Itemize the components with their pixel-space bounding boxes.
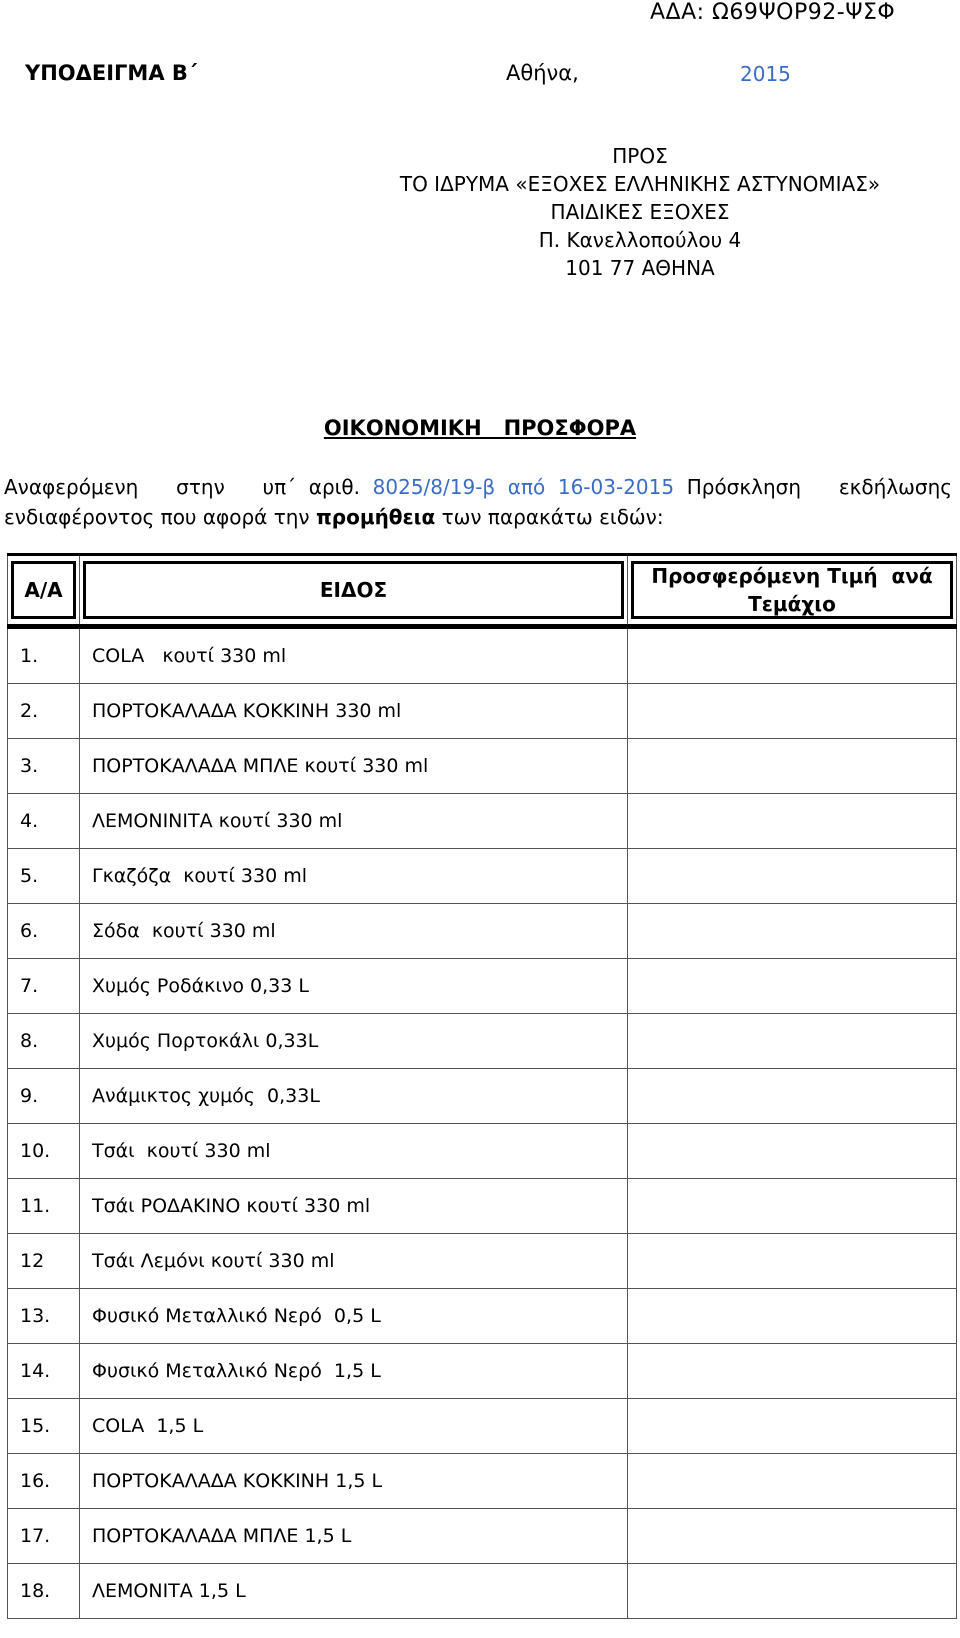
reference-line2-bold: προμήθεια [315, 505, 436, 529]
table-row [8, 1509, 957, 1564]
row-number: 16. [8, 1454, 80, 1509]
row-price-cell[interactable] [628, 1179, 957, 1234]
row-price-cell[interactable] [628, 849, 957, 904]
table-row [8, 1234, 957, 1289]
year-field: 2015 [740, 62, 791, 86]
row-number: 5. [8, 849, 80, 904]
row-item-name: Τσάι κουτί 330 ml [80, 1124, 628, 1179]
row-number: 10. [8, 1124, 80, 1179]
row-number: 7. [8, 959, 80, 1014]
recipient-block [380, 142, 900, 282]
row-number: 15. [8, 1399, 80, 1454]
table-row [8, 1399, 957, 1454]
row-number: 4. [8, 794, 80, 849]
row-item-name: Χυμός Ροδάκινο 0,33 L [80, 959, 628, 1014]
header-price-line2: Τεμάχιο [748, 592, 836, 616]
row-price-cell[interactable] [628, 904, 957, 959]
row-item-name: COLA κουτί 330 ml [80, 627, 628, 684]
row-item-name: Ανάμικτος χυμός 0,33L [80, 1069, 628, 1124]
reference-line-1 [4, 475, 952, 499]
row-item-name: ΠΟΡΤΟΚΑΛΑΔΑ ΚΟΚΚΙΝΗ 1,5 L [80, 1454, 628, 1509]
row-price-cell[interactable] [628, 739, 957, 794]
table-row [8, 794, 957, 849]
table-row [8, 1564, 957, 1619]
recipient-line: ΤΟ ΙΔΡΥΜΑ «ΕΞΟΧΕΣ ΕΛΛΗΝΙΚΗΣ ΑΣΤΥΝΟΜΙΑΣ» [399, 172, 881, 196]
header-price [628, 555, 957, 627]
reference-suffix: Πρόσκληση εκδήλωσης [686, 475, 953, 499]
row-price-cell[interactable] [628, 1234, 957, 1289]
row-price-cell[interactable] [628, 1069, 957, 1124]
row-item-name: ΠΟΡΤΟΚΑΛΑΔΑ ΜΠΛΕ 1,5 L [80, 1509, 628, 1564]
row-item-name: Τσάι Λεμόνι κουτί 330 ml [80, 1234, 628, 1289]
row-price-cell[interactable] [628, 959, 957, 1014]
ada-code: ΑΔΑ: Ω69ΨΟΡ92-ΨΣΦ [650, 0, 896, 25]
row-price-cell[interactable] [628, 1124, 957, 1179]
sample-label: ΥΠΟΔΕΙΓΜΑ Β΄ [25, 61, 198, 85]
row-number: 6. [8, 904, 80, 959]
table-row [8, 1014, 957, 1069]
recipient-line: Π. Κανελλοπούλου 4 [538, 228, 742, 252]
row-item-name: ΠΟΡΤΟΚΑΛΑΔΑ ΜΠΛΕ κουτί 330 ml [80, 739, 628, 794]
table-row [8, 627, 957, 684]
reference-date: 16-03-2015 [557, 475, 675, 499]
row-item-name: Φυσικό Μεταλλικό Νερό 1,5 L [80, 1344, 628, 1399]
row-price-cell[interactable] [628, 1014, 957, 1069]
row-item-name: Τσάι ΡΟΔΑΚΙΝΟ κουτί 330 ml [80, 1179, 628, 1234]
offer-title: ΟΙΚΟΝΟΜΙΚΗ ΠΡΟΣΦΟΡΑ [323, 416, 637, 440]
table-row [8, 1289, 957, 1344]
table-row [8, 849, 957, 904]
header-price-line1: Προσφερόμενη Τιμή ανά [651, 564, 933, 588]
table-row [8, 1124, 957, 1179]
row-item-name: Φυσικό Μεταλλικό Νερό 0,5 L [80, 1289, 628, 1344]
row-number: 2. [8, 684, 80, 739]
row-number: 3. [8, 739, 80, 794]
row-price-cell[interactable] [628, 1454, 957, 1509]
reference-line-2 [4, 505, 664, 529]
header-item: ΕΙΔΟΣ [80, 555, 628, 627]
table-row [8, 684, 957, 739]
row-number: 13. [8, 1289, 80, 1344]
table-row [8, 904, 957, 959]
reference-prefix: Αναφερόμενη στην υπ΄ αριθ. [4, 475, 361, 499]
reference-line2-start: ενδιαφέροντος που αφορά την [4, 505, 310, 529]
reference-from: από [507, 475, 546, 499]
row-item-name: ΛΕΜΟΝΙΤΑ 1,5 L [80, 1564, 628, 1619]
recipient-line: 101 77 ΑΘΗΝΑ [565, 256, 715, 280]
reference-number: 8025/8/19-β [372, 475, 496, 499]
row-price-cell[interactable] [628, 1509, 957, 1564]
row-number: 18. [8, 1564, 80, 1619]
row-price-cell[interactable] [628, 1399, 957, 1454]
row-item-name: Χυμός Πορτοκάλι 0,33L [80, 1014, 628, 1069]
row-item-name: Γκαζόζα κουτί 330 ml [80, 849, 628, 904]
row-item-name: COLA 1,5 L [80, 1399, 628, 1454]
row-price-cell[interactable] [628, 794, 957, 849]
recipient-line: ΠΡΟΣ [612, 144, 668, 168]
row-item-name: ΛΕΜΟΝΙΝΙΤΑ κουτί 330 ml [80, 794, 628, 849]
reference-line2-end: των παρακάτω ειδών: [441, 505, 664, 529]
header-index: Α/Α [8, 555, 80, 627]
recipient-line: ΠΑΙΔΙΚΕΣ ΕΞΟΧΕΣ [550, 200, 730, 224]
city-label: Αθήνα, [506, 61, 579, 85]
table-row [8, 959, 957, 1014]
row-number: 1. [8, 627, 80, 684]
table-header-row [8, 555, 957, 627]
row-price-cell[interactable] [628, 684, 957, 739]
row-price-cell[interactable] [628, 1564, 957, 1619]
table-row [8, 1179, 957, 1234]
table-row [8, 1069, 957, 1124]
row-number: 9. [8, 1069, 80, 1124]
row-number: 12 [8, 1234, 80, 1289]
row-price-cell[interactable] [628, 1344, 957, 1399]
table-row [8, 1344, 957, 1399]
row-number: 8. [8, 1014, 80, 1069]
table-row [8, 1454, 957, 1509]
row-number: 17. [8, 1509, 80, 1564]
row-item-name: ΠΟΡΤΟΚΑΛΑΔΑ ΚΟΚΚΙΝΗ 330 ml [80, 684, 628, 739]
row-item-name: Σόδα κουτί 330 ml [80, 904, 628, 959]
row-price-cell[interactable] [628, 627, 957, 684]
row-number: 14. [8, 1344, 80, 1399]
row-number: 11. [8, 1179, 80, 1234]
row-price-cell[interactable] [628, 1289, 957, 1344]
table-row [8, 739, 957, 794]
items-table [7, 553, 957, 1619]
